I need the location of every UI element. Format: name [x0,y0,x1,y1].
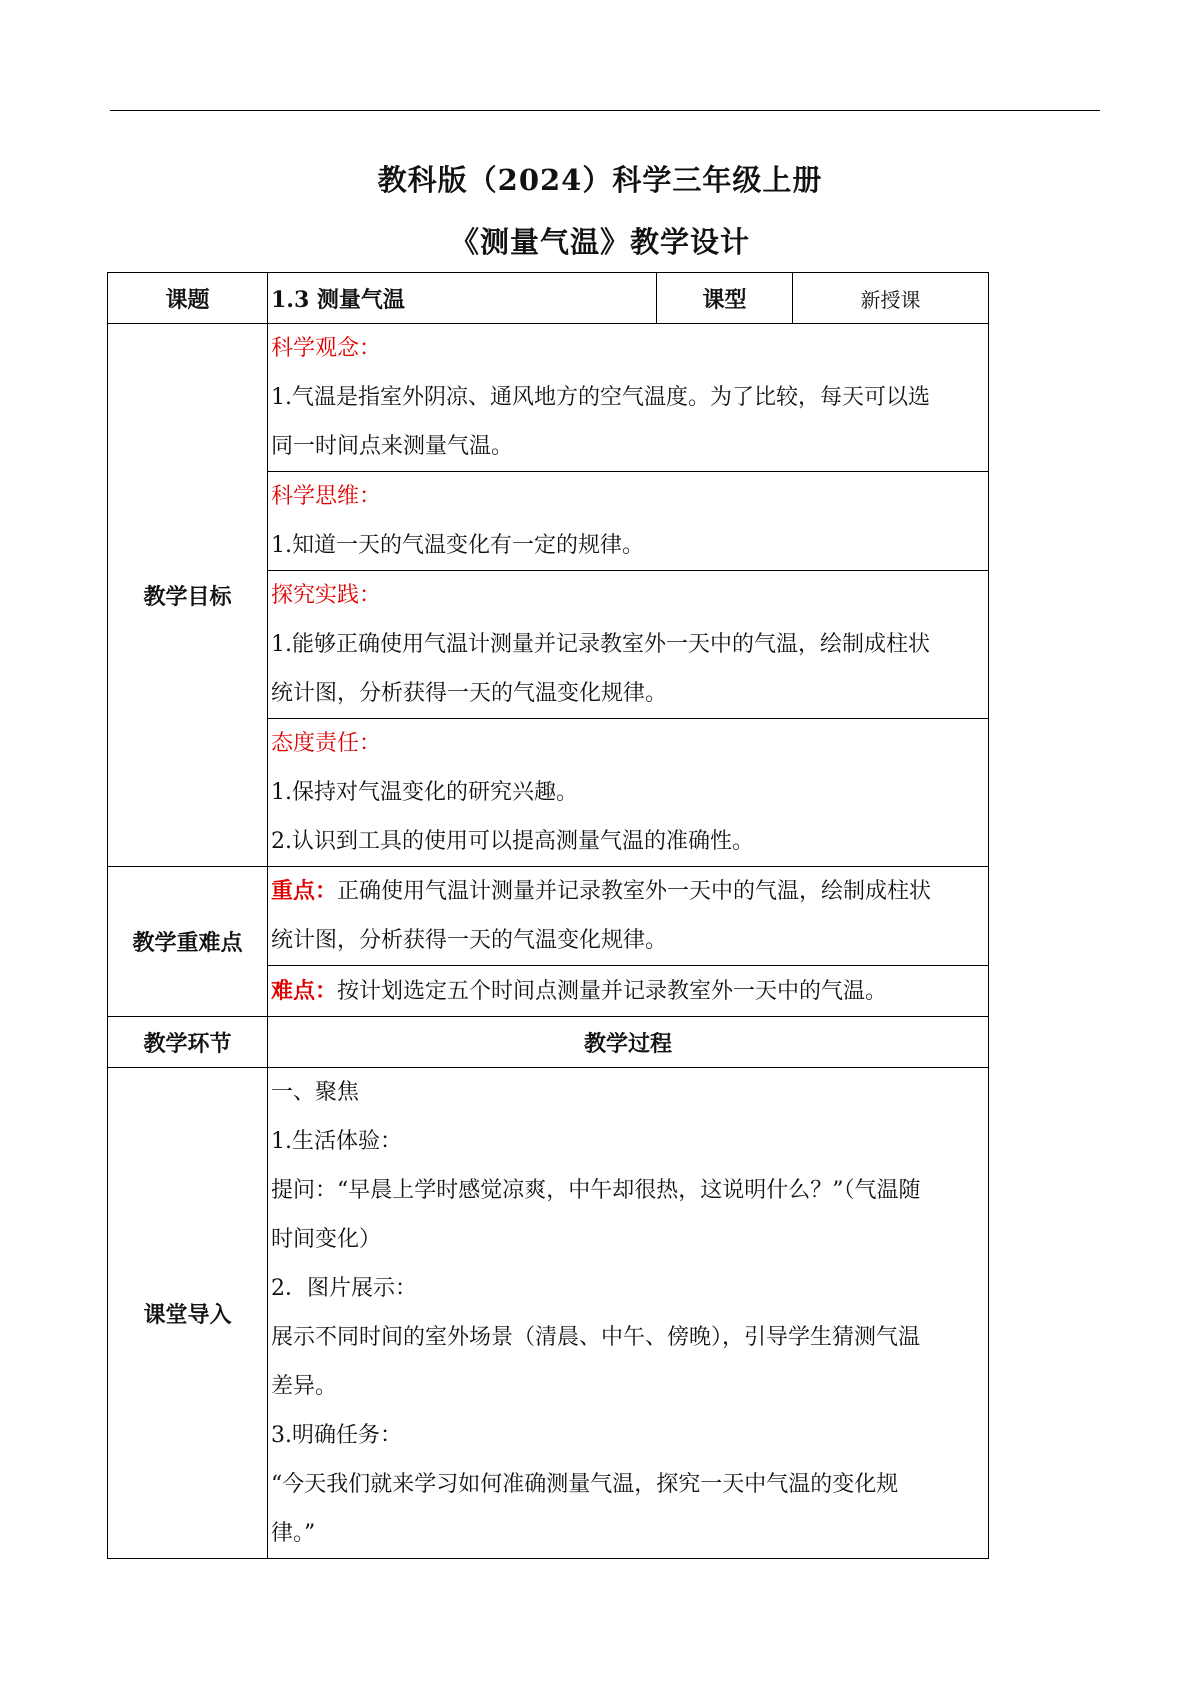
intro-label: 课堂导入 [108,1068,268,1559]
goal-science-thinking [268,472,989,571]
goal-heading: 科学观念： [271,336,382,361]
goal-heading: 科学思维： [271,484,382,509]
key-point-text: 正确使用气温计测量并记录教室外一天中的气温，绘制成柱状 [337,879,932,904]
key-point-row [108,867,989,966]
topic-label: 课题 [108,273,268,324]
key-point-text-cont: 统计图，分析获得一天的气温变化规律。 [271,928,668,953]
goal-line: 1.保持对气温变化的研究兴趣。 [271,780,578,805]
goal-line: 统计图，分析获得一天的气温变化规律。 [271,681,668,706]
goal-line: 同一时间点来测量气温。 [271,434,514,459]
difficult-point-tag: 难点： [271,977,338,1004]
intro-content [268,1068,989,1559]
intro-line: 一、聚焦 [271,1080,360,1105]
intro-line: 3.明确任务： [271,1423,402,1448]
intro-line: 律。” [271,1521,316,1546]
key-point-cell [268,867,989,966]
difficult-point-text: 按计划选定五个时间点测量并记录教室外一天中的气温。 [337,978,888,1004]
type-label: 课型 [657,273,793,324]
goal-row-concept [108,324,989,472]
process-header: 教学过程 [268,1017,989,1068]
difficult-point-cell [268,966,989,1017]
goal-line: 1.气温是指室外阴凉、通风地方的空气温度。为了比较，每天可以选 [271,385,930,410]
key-point-tag: 重点： [271,878,338,904]
intro-line: 差异。 [271,1374,338,1399]
goal-attitude-responsibility [268,719,989,867]
keypoints-label: 教学重难点 [108,867,268,1017]
goal-heading: 探究实践： [271,583,382,608]
goals-label: 教学目标 [108,324,268,867]
intro-line: 时间变化） [271,1227,382,1252]
document-title: 教科版（2024）科学三年级上册 [377,163,823,197]
topic-row [108,273,989,324]
intro-row [108,1068,989,1559]
topic-value: 1.3 测量气温 [268,273,657,324]
process-header-row [108,1017,989,1068]
intro-line: 提问：“早晨上学时感觉凉爽，中午却很热，这说明什么？”（气温随 [271,1178,921,1203]
stage-header: 教学环节 [108,1017,268,1068]
document-subtitle: 《测量气温》教学设计 [449,225,750,259]
goal-inquiry-practice [268,571,989,719]
intro-line: “今天我们就来学习如何准确测量气温，探究一天中气温的变化规 [271,1472,899,1497]
lesson-plan-table [107,272,989,1559]
goal-line: 1.能够正确使用气温计测量并记录教室外一天中的气温，绘制成柱状 [271,632,930,657]
type-value: 新授课 [793,273,989,324]
intro-line: 展示不同时间的室外场景（清晨、中午、傍晚），引导学生猜测气温 [271,1325,921,1350]
goal-line: 1.知道一天的气温变化有一定的规律。 [271,533,644,558]
intro-line: 2．图片展示： [271,1276,417,1301]
header-rule [110,110,1100,111]
goal-heading: 态度责任： [271,731,382,756]
goal-line: 2.认识到工具的使用可以提高测量气温的准确性。 [271,829,754,854]
intro-line: 1.生活体验： [271,1129,402,1154]
goal-science-concept [268,324,989,472]
